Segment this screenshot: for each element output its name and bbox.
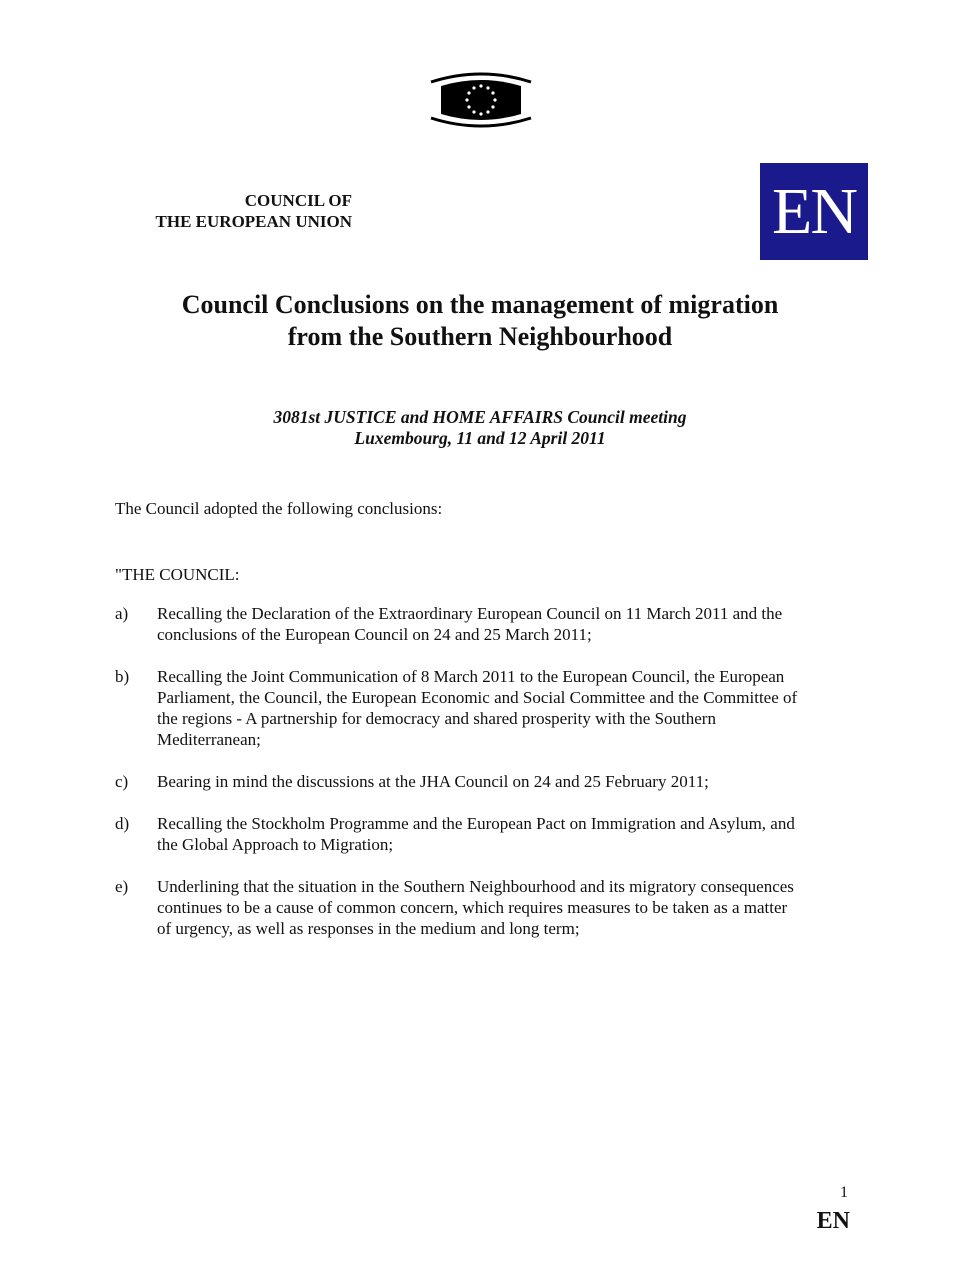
meeting-info xyxy=(80,407,880,449)
list-item-text xyxy=(157,771,865,792)
list-item-letter: d) xyxy=(115,814,130,833)
language-badge: EN xyxy=(760,163,868,260)
meeting-line-2: Luxembourg, 11 and 12 April 2011 xyxy=(354,428,606,448)
list-item-letter: a) xyxy=(115,604,129,623)
list-item-letter: b) xyxy=(115,667,130,686)
list-item-line: the regions - A partnership for democracy and shared prosperity with the Southern xyxy=(157,709,716,728)
list-item-line: continues to be a cause of common concern, which requires measures to be taken as a matter xyxy=(157,898,788,917)
issuer-line-2: THE EUROPEAN UNION xyxy=(155,212,352,231)
list-item-line: Recalling the Declaration of the Extraordinary European Council on 11 March 2011 and the xyxy=(157,604,783,623)
eu-council-emblem-icon xyxy=(425,68,537,132)
list-item-line: Recalling the Stockholm Programme and the European Pact on Immigration and Asylum, and xyxy=(157,814,795,833)
footer-language: EN xyxy=(816,1208,850,1234)
list-item-line: Parliament, the Council, the European Economic and Social Committee and the Committee of xyxy=(157,688,798,707)
list-item-line: Bearing in mind the discussions at the JHA Council on 24 and 25 February 2011; xyxy=(157,772,709,791)
document-title xyxy=(80,289,880,353)
list-item-text xyxy=(157,666,865,750)
meeting-line-1: 3081st JUSTICE and HOME AFFAIRS Council meeting xyxy=(273,407,687,427)
list-item-line: conclusions of the European Council on 24 and 25 March 2011; xyxy=(157,625,592,644)
intro-paragraph: The Council adopted the following conclusions: xyxy=(115,499,443,518)
list-item-text xyxy=(157,813,865,855)
list-item-letter: c) xyxy=(115,772,129,791)
title-line-1: Council Conclusions on the management of migration xyxy=(181,290,779,319)
list-item-letter: e) xyxy=(115,877,129,896)
page-number: 1 xyxy=(840,1184,848,1201)
list-item-line: Mediterranean; xyxy=(157,730,261,749)
list-item-line: Recalling the Joint Communication of 8 March 2011 to the European Council, the European xyxy=(157,667,785,686)
list-item-line: the Global Approach to Migration; xyxy=(157,835,394,854)
issuer-block xyxy=(140,190,352,232)
list-item-text xyxy=(157,603,865,645)
list-item-line: of urgency, as well as responses in the medium and long term; xyxy=(157,919,580,938)
list-item-text xyxy=(157,876,865,939)
title-line-2: from the Southern Neighbourhood xyxy=(287,322,673,351)
list-item-line: Underlining that the situation in the Southern Neighbourhood and its migratory consequences xyxy=(157,877,794,896)
council-heading: "THE COUNCIL: xyxy=(115,565,240,584)
issuer-line-1: COUNCIL OF xyxy=(244,191,352,210)
